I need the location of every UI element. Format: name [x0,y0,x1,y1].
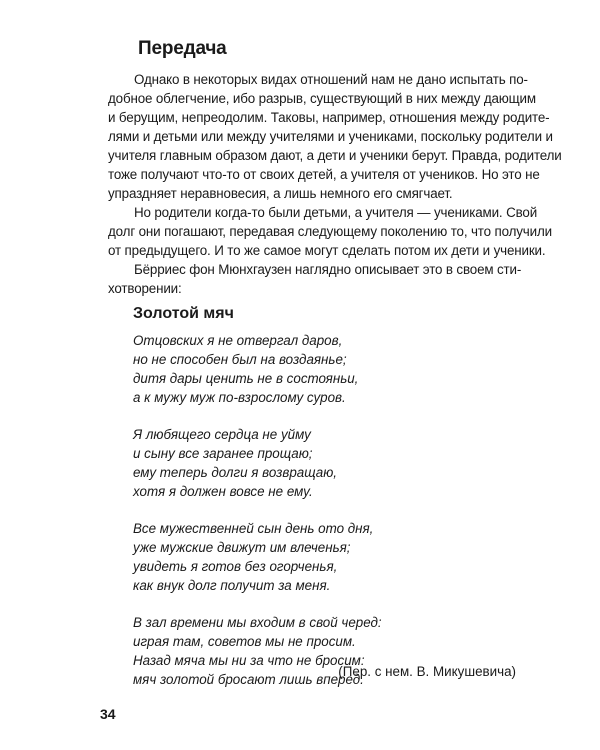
poem-line: Назад мяча мы ни за что не бросим: [133,653,365,668]
page-number: 34 [100,706,116,722]
poem-stanza [133,425,513,501]
prose-line: от предыдущего. И то же самое могут сделать потом их дети и ученики. [108,243,546,258]
poem-line: увидеть я готов без огорченья, [133,559,338,574]
prose-line: и берущим, непреодолим. Таковы, например, отношения между родите- [108,110,550,125]
poem-line: В зал времени мы входим в свой черед: [133,615,382,630]
prose-line: долг они погашают, передавая следующему поколению то, что получили [108,224,552,239]
prose-line: упраздняет неравновесия, а лишь немного его смягчает. [108,186,453,201]
poem-line: а к мужу муж по-взрослому суров. [133,390,346,405]
section-title: Передача [138,38,227,59]
poem-line: Отцовских я не отвергал даров, [133,333,343,348]
prose-line: Бёрриес фон Мюнхгаузен наглядно описывает это в своем сти- [134,262,522,277]
poem-line: дитя дары ценить не в состояньи, [133,371,359,386]
prose-line: хотворении: [108,281,182,296]
translation-credit: (Пер. с нем. В. Микушевича) [338,664,516,679]
poem-line: хотя я должен вовсе не ему. [133,484,313,499]
prose-line: учителя главным образом дают, а дети и ученики берут. Правда, родители [108,148,562,163]
poem-line: Я любящего сердца не уйму [133,427,311,442]
poem-line: уже мужские движут им влеченья; [133,540,351,555]
poem-line: как внук долг получит за меня. [133,578,331,593]
prose-body [108,70,562,298]
poem-title: Золотой мяч [133,305,234,322]
prose-line: лями и детьми или между учителями и учениками, поскольку родители и [108,129,553,144]
prose-line: Но родители когда-то были детьми, а учителя — учениками. Свой [134,205,538,220]
poem-line: Все мужественней сын день ото дня, [133,521,374,536]
poem-body [133,331,513,707]
poem-stanza [133,331,513,407]
poem-stanza [133,519,513,595]
poem-line: и сыну все заранее прощаю; [133,446,313,461]
prose-line: тоже получают что-то от своих детей, а учителя от учеников. Но это не [108,167,540,182]
poem-line: играя там, советов мы не просим. [133,634,356,649]
poem-line: мяч золотой бросают лишь вперед. [133,672,364,687]
prose-line: добное облегчение, ибо разрыв, существующий в них между дающим [108,91,536,106]
poem-line: ему теперь долги я возвращаю, [133,465,338,480]
poem-line: но не способен был на воздаянье; [133,352,347,367]
prose-line: Однако в некоторых видах отношений нам не дано испытать по- [134,72,528,87]
